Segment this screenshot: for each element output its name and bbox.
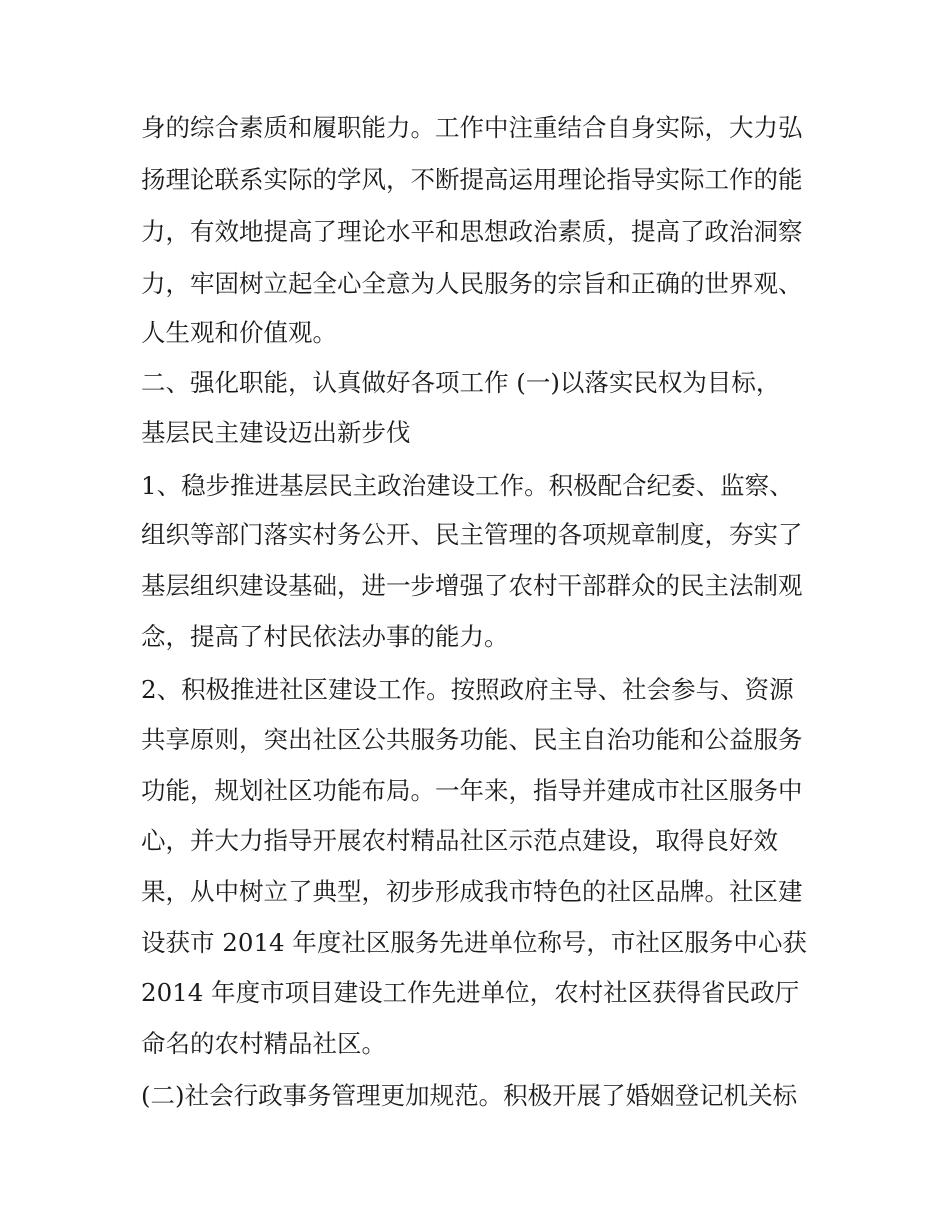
text-line: 人生观和价值观。 bbox=[141, 318, 337, 347]
text-line: 力，有效地提高了理论水平和思想政治素质，提高了政治洞察 bbox=[141, 217, 803, 246]
text-line: 念，提高了村民依法办事的能力。 bbox=[141, 622, 509, 651]
section-heading-line: 基层民主建设迈出新步伐 bbox=[141, 418, 411, 447]
text-line: 功能，规划社区功能布局。一年来，指导并建成市社区服务中 bbox=[141, 776, 803, 805]
text-line: 命名的农村精品社区。 bbox=[141, 1029, 386, 1058]
text-line: 力，牢固树立起全心全意为人民服务的宗旨和正确的世界观、 bbox=[141, 269, 803, 298]
text-line: 共享原则，突出社区公共服务功能、民主自治功能和公益服务 bbox=[141, 725, 803, 754]
text-line: 果，从中树立了典型，初步形成我市特色的社区品牌。社区建 bbox=[141, 877, 803, 906]
text-line: 设获市 2014 年度社区服务先进单位称号，市社区服务中心获 bbox=[141, 928, 807, 957]
section-heading-line: 二、强化职能，认真做好各项工作 (一)以落实民权为目标， bbox=[141, 368, 781, 397]
text-line: 2、积极推进社区建设工作。按照政府主导、社会参与、资源 bbox=[141, 675, 794, 704]
text-line: 基层组织建设基础，进一步增强了农村干部群众的民主法制观 bbox=[141, 571, 803, 600]
text-line: 1、稳步推进基层民主政治建设工作。积极配合纪委、监察、 bbox=[141, 471, 794, 500]
text-line: (二)社会行政事务管理更加规范。积极开展了婚姻登记机关标 bbox=[141, 1081, 798, 1110]
text-line: 组织等部门落实村务公开、民主管理的各项规章制度，夯实了 bbox=[141, 520, 803, 549]
text-line: 2014 年度市项目建设工作先进单位，农村社区获得省民政厅 bbox=[141, 978, 800, 1007]
text-line: 心，并大力指导开展农村精品社区示范点建设，取得良好效 bbox=[141, 826, 778, 855]
text-line: 扬理论联系实际的学风，不断提高运用理论指导实际工作的能 bbox=[141, 165, 803, 194]
text-line: 身的综合素质和履职能力。工作中注重结合自身实际，大力弘 bbox=[141, 113, 803, 142]
